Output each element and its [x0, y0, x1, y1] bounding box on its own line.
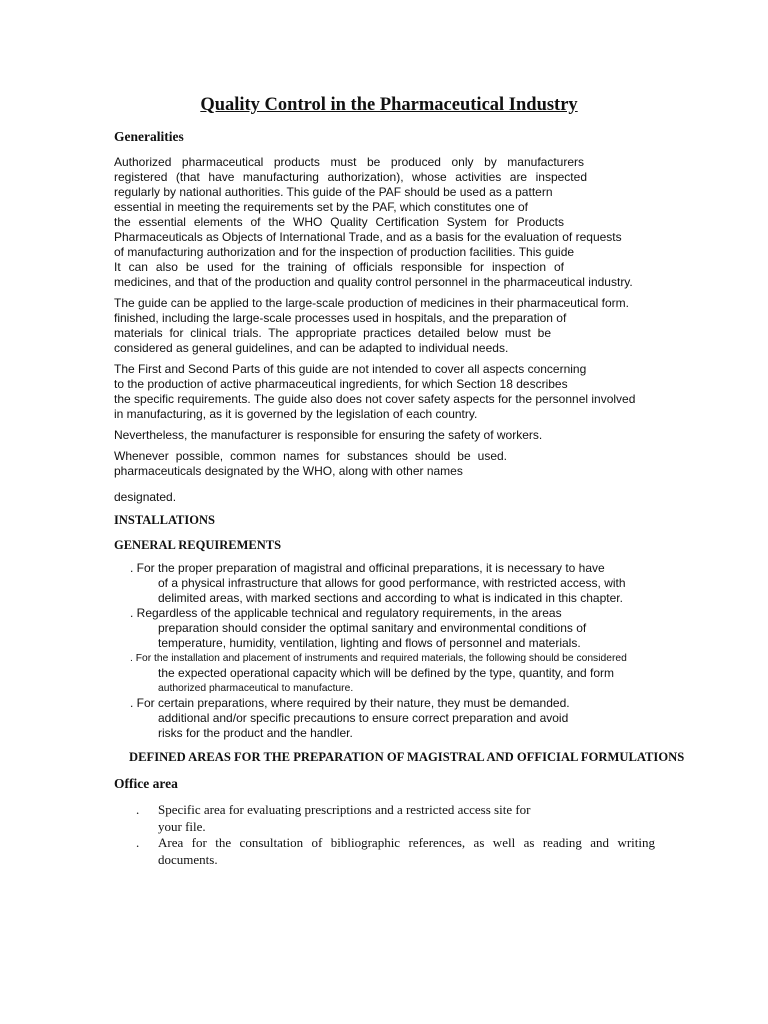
- office-area-list: [114, 802, 674, 868]
- text-line: your file.: [158, 818, 206, 834]
- text-line: additional and/or specific precautions to ensure correct preparation and avoid: [158, 711, 569, 725]
- text-line: Area for the consultation of bibliographic references, as well as reading and writing: [158, 835, 655, 850]
- text-line: to the production of active pharmaceutical ingredients, for which Section 18 describes: [114, 377, 568, 391]
- text-line: Nevertheless, the manufacturer is responsible for ensuring the safety of workers.: [114, 428, 543, 442]
- general-requirements-heading: GENERAL REQUIREMENTS: [114, 538, 282, 552]
- text-line: pharmaceuticals designated by the WHO, along with other names: [114, 464, 463, 478]
- installations-heading: INSTALLATIONS: [114, 513, 215, 527]
- text-line: finished, including the large-scale processes used in hospitals, and the preparation of: [114, 311, 567, 325]
- list-item: [114, 561, 674, 606]
- bullet-mark: .: [136, 802, 140, 817]
- list-item: [114, 606, 674, 651]
- list-item: [114, 651, 674, 696]
- text-line: materials for clinical trials. The appropriate practices detailed below must be: [114, 326, 551, 340]
- text-line: of a physical infrastructure that allows for good performance, with restricted access, with: [158, 576, 626, 590]
- text-line: . For the proper preparation of magistral and officinal preparations, it is necessary to have: [130, 561, 605, 575]
- text-line: the specific requirements. The guide also does not cover safety aspects for the personnel involved: [114, 392, 636, 406]
- text-line: Whenever possible, common names for substances should be used.: [114, 449, 507, 463]
- generalities-heading: Generalities: [114, 129, 184, 144]
- text-line: in manufacturing, as it is governed by the legislation of each country.: [114, 407, 478, 421]
- text-line: registered (that have manufacturing authorization), whose activities are inspected: [114, 170, 587, 184]
- list-item: [114, 835, 655, 868]
- paragraph-exclusions: [114, 362, 674, 422]
- text-line: the expected operational capacity which will be defined by the type, quantity, and form: [158, 666, 615, 680]
- text-line: temperature, humidity, ventilation, lighting and flows of personnel and materials.: [158, 636, 581, 650]
- paragraph-authorization: [114, 155, 674, 290]
- text-line: essential in meeting the requirements set by the PAF, which constitutes one of: [114, 200, 528, 214]
- text-line: documents.: [158, 851, 218, 867]
- text-line: . Regardless of the applicable technical and regulatory requirements, in the areas: [130, 606, 562, 620]
- text-line: preparation should consider the optimal sanitary and environmental conditions of: [158, 621, 587, 635]
- text-line: the essential elements of the WHO Quality Certification System for Products: [114, 215, 564, 229]
- paragraph-scope: [114, 296, 674, 356]
- text-line: considered as general guidelines, and can be adapted to individual needs.: [114, 341, 509, 355]
- text-line: Authorized pharmaceutical products must be produced only by manufacturers: [114, 155, 584, 169]
- text-line: delimited areas, with marked sections and according to what is indicated in this chapter.: [158, 591, 623, 605]
- text-line: medicines, and that of the production and quality control personnel in the pharmaceutical industry.: [114, 275, 633, 289]
- requirements-list: [114, 561, 674, 741]
- text-line: . For certain preparations, where required by their nature, they must be demanded.: [130, 696, 570, 710]
- text-line: . For the installation and placement of instruments and required materials, the following should be considered: [130, 653, 627, 664]
- paragraph-safety: [114, 428, 674, 443]
- text-line: Specific area for evaluating prescriptions and a restricted access site for: [158, 802, 531, 817]
- defined-areas-heading: DEFINED AREAS FOR THE PREPARATION OF MAGISTRAL AND OFFICIAL FORMULATIONS: [129, 750, 685, 764]
- text-line: regularly by national authorities. This guide of the PAF should be used as a pattern: [114, 185, 553, 199]
- office-area-heading: Office area: [114, 776, 178, 791]
- text-line: It can also be used for the training of officials responsible for inspection of: [114, 260, 564, 274]
- list-item: [114, 696, 674, 741]
- text-line: designated.: [114, 490, 177, 504]
- text-line: risks for the product and the handler.: [158, 726, 353, 740]
- text-line: of manufacturing authorization and for the inspection of production facilities. This guide: [114, 245, 575, 259]
- document-body: [114, 128, 685, 868]
- text-line: Pharmaceuticals as Objects of International Trade, and as a basis for the evaluation of requests: [114, 230, 622, 244]
- text-line: The First and Second Parts of this guide are not intended to cover all aspects concerning: [114, 362, 587, 376]
- paragraph-names: [114, 449, 674, 479]
- paragraph-designated: [114, 490, 674, 505]
- text-line: The guide can be applied to the large-scale production of medicines in their pharmaceutical form.: [114, 296, 629, 310]
- text-line: authorized pharmaceutical to manufacture.: [158, 683, 354, 694]
- list-item: [114, 802, 655, 835]
- document-title: Quality Control in the Pharmaceutical Industry: [200, 95, 578, 115]
- bullet-mark: .: [136, 835, 140, 850]
